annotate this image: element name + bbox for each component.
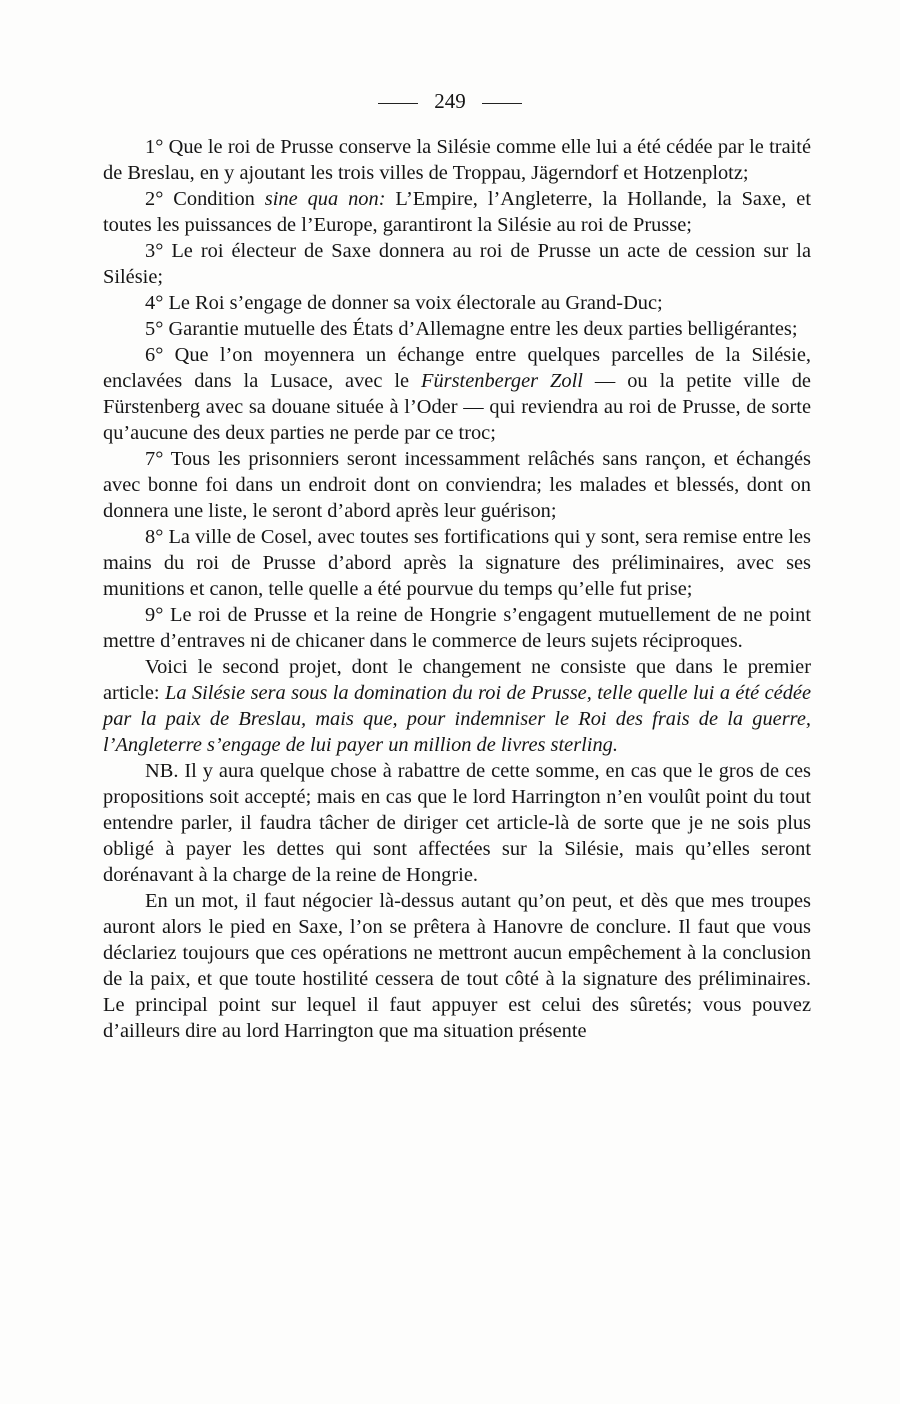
paragraph-article-7: 7° Tous les prisonniers seront incessamment relâchés sans rançon, et échangés avec bonne foi dans un endroit dont on conviendra; les malades et blessés, dont on donnera une liste, le seront d’abord après leur guérison; [103,448,811,522]
italic-phrase: Fürstenberger Zoll [421,370,583,392]
paragraph-nota-bene: NB. Il y aura quelque chose à rabattre de cette somme, en cas que le gros de ces propositions soit accepté; mais en cas que le lord Harrington n’en voulût point du tout entendre parler, il faudra tâcher de diriger cet article-là de sorte que je ne sois plus obligé à payer les dettes qui sont affectées sur la Silésie, mais qu’elles seront dorénavant à la charge de la reine de Hongrie. [103,760,811,886]
page-header [0,86,900,116]
paragraph-article-8: 8° La ville de Cosel, avec toutes ses fortifications qui y sont, sera remise entre les mains du roi de Prusse d’abord après la signature des préliminaires, avec ses munitions et canon, telle quelle a été pourvue du temps qu’elle fut prise; [103,526,811,600]
paragraph-second-project: Voici le second projet, dont le changement ne consiste que dans le premier article: La Silésie sera sous la domination du roi de Prusse, telle quelle lui a été cédée par la paix de Breslau, mais que, pour indemniser le Roi des frais de la guerre, l’Angleterre s’engage de lui payer un million de livres sterling. [103,656,811,756]
paragraph-article-5: 5° Garantie mutuelle des États d’Allemagne entre les deux parties belligérantes; [145,318,798,340]
paragraph-article-2: 2° Condition sine qua non: L’Empire, l’Angleterre, la Hollande, la Saxe, et toutes les puissances de l’Europe, garantiront la Silésie au roi de Prusse; [103,188,811,236]
header-rule-right [482,103,522,104]
paragraph-article-1: 1° Que le roi de Prusse conserve la Silésie comme elle lui a été cédée par le traité de Breslau, en y ajoutant les trois villes de Troppau, Jägerndorf et Hotzenplotz; [103,136,811,184]
italic-phrase: sine qua non: [264,188,386,210]
paragraph-article-6: 6° Que l’on moyennera un échange entre quelques parcelles de la Silésie, enclavées dans la Lusace, avec le Fürstenberger Zoll — ou la petite ville de Fürstenberg avec sa douane située à l’Oder — qui reviendra au roi de Prusse, de sorte qu’aucune des deux parties ne perde par ce troc; [103,344,811,444]
header-rule-left [378,103,418,104]
paragraph-article-3: 3° Le roi électeur de Saxe donnera au roi de Prusse un acte de cession sur la Silésie; [103,240,811,288]
italic-phrase: La Silésie sera sous la domination du roi de Prusse, telle quelle lui a été cédée par la paix de Breslau, mais que, pour indemniser le Roi des frais de la guerre, l’Angleterre s’engage de lui payer un million de livres sterling. [103,682,811,756]
paragraph-conclusion: En un mot, il faut négocier là-dessus autant qu’on peut, et dès que mes troupes auront alors le pied en Saxe, l’on se prêtera à Hanovre de conclure. Il faut que vous déclariez toujours que ces opérations ne mettront aucun empêchement à la conclusion de la paix, et que toute hostilité cessera de tout côté à la signature des préliminaires. Le principal point sur lequel il faut appuyer est celui des sûretés; vous pouvez d’ailleurs dire au lord Harrington que ma situation présente [103,890,811,1042]
page-number: 249 [434,89,466,113]
paragraph-article-4: 4° Le Roi s’engage de donner sa voix électorale au Grand-Duc; [145,292,663,314]
body-text [103,134,811,1044]
paragraph-article-9: 9° Le roi de Prusse et la reine de Hongrie s’engagent mutuellement de ne point mettre d’entraves ni de chicaner dans le commerce de leurs sujets réciproques. [103,604,811,652]
